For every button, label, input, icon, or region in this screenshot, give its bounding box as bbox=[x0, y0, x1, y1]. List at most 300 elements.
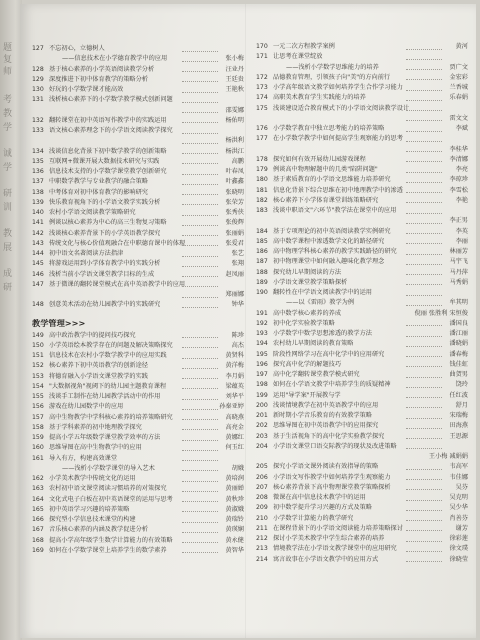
toc-entry bbox=[32, 239, 244, 249]
dot-leader bbox=[406, 233, 442, 234]
entry-page-number: 127 bbox=[32, 45, 44, 52]
entry-title: ——信息技术在小学德育教学中的应用 bbox=[62, 55, 168, 63]
entry-title: 浅谈核心素养背景下的小学英语教学探究 bbox=[49, 229, 161, 237]
spine-char: 师 bbox=[3, 67, 13, 77]
dot-leader bbox=[406, 254, 442, 255]
toc-entry bbox=[32, 229, 244, 239]
entry-page-number: 150 bbox=[32, 341, 44, 349]
entry-author: 黄智华 bbox=[225, 546, 244, 554]
spine-char: 教 bbox=[3, 229, 13, 239]
entry-page-number: 205 bbox=[256, 463, 268, 471]
entry-page-number: 145 bbox=[32, 260, 44, 268]
entry-author: 金宏彩 bbox=[449, 73, 468, 81]
entry-page-number: 167 bbox=[32, 526, 44, 534]
entry-title: 初中数学提升学习兴趣的方式及策略 bbox=[273, 504, 372, 512]
entry-title: "大数据视角"视阈下的幼儿园主题教育课程 bbox=[49, 382, 167, 390]
entry-author: 刘华平 bbox=[225, 393, 244, 400]
entry-author: 黄河 bbox=[455, 43, 468, 50]
toc-entry bbox=[32, 249, 244, 259]
table-of-contents-page bbox=[20, 4, 476, 638]
toc-entry bbox=[32, 484, 244, 494]
entry-title: 基于专项理论的初中英语阅读教学实例研究 bbox=[273, 227, 391, 235]
entry-title: 一元二次方程教学案例 bbox=[273, 43, 335, 50]
entry-title: 探究型小学信息技术课堂的构建 bbox=[49, 516, 136, 523]
dot-leader bbox=[182, 153, 218, 154]
entry-title: 将德育融入小学语文课堂教学的实践 bbox=[49, 372, 148, 380]
entry-page-number: 200 bbox=[256, 401, 268, 409]
toc-entry bbox=[256, 401, 468, 411]
dot-leader bbox=[406, 469, 442, 470]
entry-page-number: 212 bbox=[256, 535, 268, 542]
dot-leader bbox=[182, 245, 218, 246]
toc-entry bbox=[32, 454, 244, 464]
dot-leader bbox=[406, 182, 442, 183]
entry-title: 探究小学语文课外阅读有效指导的策略 bbox=[273, 463, 379, 471]
entry-page-number: 208 bbox=[256, 494, 268, 501]
toc-entry bbox=[256, 339, 468, 349]
entry-title: 翻转课堂在初中英语写作教学中的实践运用 bbox=[49, 116, 167, 124]
spine-char: 教 bbox=[3, 109, 13, 119]
entry-author: 黄洋梅 bbox=[225, 362, 244, 370]
entry-author: 徐晓莹 bbox=[449, 555, 468, 563]
entry-title: 高中政治教学中的提问技巧探究 bbox=[49, 331, 136, 339]
entry-page-number: 204 bbox=[256, 442, 268, 450]
entry-title: 基于学科素养的初中地理教学探究 bbox=[49, 423, 142, 431]
dot-leader bbox=[182, 501, 218, 502]
entry-author: 黄秋珍 bbox=[225, 495, 244, 503]
toc-entry bbox=[256, 391, 468, 401]
dot-leader bbox=[182, 215, 218, 216]
toc-entry bbox=[256, 186, 468, 196]
toc-entry bbox=[256, 227, 468, 237]
entry-author: 张小梅 bbox=[225, 55, 244, 63]
dot-leader bbox=[406, 346, 442, 347]
dot-leader bbox=[406, 356, 442, 357]
entry-title: 音乐核心素养的内涵及教学促进分析 bbox=[49, 526, 148, 534]
toc-entry bbox=[32, 423, 244, 433]
entry-page-number: 185 bbox=[256, 237, 268, 245]
entry-author: 杨洪利 bbox=[225, 137, 244, 145]
entry-page-number: 202 bbox=[256, 422, 268, 430]
toc-entry bbox=[256, 278, 468, 288]
dot-leader bbox=[406, 325, 442, 326]
entry-page-number: 159 bbox=[32, 434, 44, 441]
entry-author: 钟华 bbox=[231, 301, 244, 309]
dot-leader bbox=[182, 429, 218, 430]
toc-entry bbox=[256, 514, 468, 524]
entry-author: 李雪松 bbox=[449, 186, 468, 194]
entry-title: 小学数学中数学思想渗透的教学方法 bbox=[273, 330, 372, 337]
entry-author: 吴少华 bbox=[449, 504, 468, 512]
dot-leader bbox=[406, 551, 442, 552]
entry-title: 探究如何有效开展幼儿园游戏课程 bbox=[273, 155, 366, 163]
dot-leader bbox=[182, 542, 218, 543]
toc-entry bbox=[256, 298, 468, 308]
entry-page-number: 164 bbox=[32, 495, 44, 503]
entry-title: 小学语文课堂教学策略探析 bbox=[273, 278, 348, 286]
entry-page-number: 131 bbox=[32, 96, 44, 104]
toc-entry bbox=[32, 361, 244, 371]
dot-leader bbox=[182, 102, 218, 103]
entry-title: 小学高年级语文教学如何培养学生合作学习能力 bbox=[273, 84, 403, 91]
entry-author: 倪丽 张胜利 宋恒俊 bbox=[414, 309, 468, 317]
dot-leader bbox=[406, 448, 442, 449]
entry-title: 农村小学语文阅读教学策略研究 bbox=[49, 209, 136, 216]
entry-page-number: 194 bbox=[256, 340, 268, 348]
dot-leader bbox=[182, 194, 218, 195]
toc-entry bbox=[256, 483, 468, 493]
book-spine bbox=[0, 0, 22, 640]
dot-leader bbox=[406, 161, 442, 162]
dot-leader bbox=[182, 450, 218, 451]
toc-entry bbox=[32, 177, 244, 187]
dot-leader bbox=[182, 61, 218, 62]
toc-entry bbox=[256, 145, 468, 155]
entry-page-number: 155 bbox=[32, 393, 44, 400]
toc-entry bbox=[32, 464, 244, 474]
entry-title: 提高小学五年级数学课堂教学效率的方法 bbox=[49, 434, 161, 441]
dot-leader bbox=[182, 266, 218, 267]
entry-title: 创意美术活动在幼儿园教学中的实践研究 bbox=[49, 301, 161, 309]
entry-page-number: 148 bbox=[32, 301, 44, 309]
dot-leader bbox=[406, 131, 442, 132]
entry-title: 信息化背景下综合思维在初中地理教学中的渗透 bbox=[273, 186, 403, 194]
entry-title: 浅谈手工制作在幼儿园教学活动中的作用 bbox=[49, 393, 161, 400]
entry-page-number: 166 bbox=[32, 516, 44, 523]
entry-author: 马秀娟 bbox=[449, 278, 468, 286]
entry-title: 文化式电子白板在初中英语课堂的运用与思考 bbox=[49, 495, 173, 503]
spine-char: 研 bbox=[3, 283, 13, 293]
entry-title: 浅析核心素养下的小学数学教学模式创新问题 bbox=[49, 96, 173, 104]
dot-leader bbox=[182, 71, 218, 72]
entry-title: 快乐教育视角下的小学语文教学实践分析 bbox=[49, 198, 161, 206]
entry-author: 徐文璞 bbox=[449, 545, 468, 553]
entry-author: 兰香城 bbox=[449, 84, 468, 91]
toc-entry bbox=[256, 104, 468, 114]
entry-title: 高中数学核心素养的养成 bbox=[273, 309, 342, 317]
entry-author: 黄永健 bbox=[225, 536, 244, 544]
entry-page-number: 192 bbox=[256, 319, 268, 327]
dot-leader bbox=[406, 172, 442, 173]
toc-entry bbox=[256, 196, 468, 206]
entry-author: 潘春梅 bbox=[449, 350, 468, 358]
entry-page-number: 191 bbox=[256, 309, 268, 317]
toc-entry bbox=[32, 116, 244, 126]
entry-page-number: 172 bbox=[256, 73, 268, 81]
entry-author: 潘江丽 bbox=[449, 330, 468, 337]
entry-page-number: 211 bbox=[256, 524, 268, 532]
toc-entry bbox=[32, 495, 244, 505]
toc-entry bbox=[32, 351, 244, 361]
toc-entry bbox=[32, 188, 244, 198]
toc-entry bbox=[256, 63, 468, 73]
entry-title: 小学美术教学中传统文化的运用 bbox=[49, 475, 136, 482]
dot-leader bbox=[182, 481, 218, 482]
entry-title: 寓言故事在小学语文教学中的应用方式 bbox=[273, 555, 379, 563]
dot-leader bbox=[406, 274, 442, 275]
entry-author: 李桂华 bbox=[449, 145, 468, 153]
toc-entry bbox=[256, 432, 468, 442]
dot-leader bbox=[406, 561, 442, 562]
entry-page-number: 136 bbox=[32, 168, 44, 175]
toc-entry bbox=[32, 136, 244, 146]
entry-title: 核心素养下小学体育课堂训练策略研究 bbox=[273, 196, 379, 204]
dot-leader bbox=[182, 399, 218, 400]
entry-title: 传统文化与核心价值观融合在中职德育课中的体现 bbox=[49, 239, 186, 247]
entry-author: 黄娜红 bbox=[225, 434, 244, 441]
entry-page-number: 195 bbox=[256, 350, 268, 358]
section-heading: 教学管理>>> bbox=[32, 317, 86, 328]
toc-entry bbox=[256, 83, 468, 93]
entry-page-number: 207 bbox=[256, 483, 268, 491]
dot-leader bbox=[182, 307, 218, 308]
toc-entry bbox=[256, 350, 468, 360]
entry-author: 张爱君 bbox=[225, 239, 244, 247]
entry-author: 张艺 bbox=[231, 250, 244, 257]
entry-title: 如何在小学语文教学中培养学生的质疑精神 bbox=[273, 381, 391, 389]
entry-title: 核心素养下初中英语教学的创新途径 bbox=[49, 362, 148, 370]
toc-entry bbox=[256, 555, 468, 565]
entry-author: 张秀侠 bbox=[225, 209, 244, 216]
dot-leader bbox=[406, 387, 442, 388]
toc-entry bbox=[256, 124, 468, 134]
toc-entry bbox=[32, 382, 244, 392]
toc-entry bbox=[32, 259, 244, 269]
toc-entry bbox=[256, 247, 468, 257]
toc-entry bbox=[256, 134, 468, 144]
entry-title: 探讨小学美术教学中学生综合素养的培养 bbox=[273, 535, 385, 542]
entry-title: 基于素质教育的小学语文思维能力培养研究 bbox=[273, 176, 391, 184]
toc-entry bbox=[256, 370, 468, 380]
entry-page-number: 181 bbox=[256, 186, 268, 194]
dot-leader bbox=[182, 122, 218, 123]
dot-leader bbox=[406, 479, 442, 480]
entry-author: 杨洪江 bbox=[225, 147, 244, 155]
dot-leader bbox=[406, 223, 442, 224]
dot-leader bbox=[182, 532, 218, 533]
toc-entry bbox=[256, 52, 468, 62]
toc-entry bbox=[32, 443, 244, 453]
entry-page-number: 146 bbox=[32, 270, 44, 278]
entry-page-number: 151 bbox=[32, 352, 44, 359]
toc-entry bbox=[32, 198, 244, 208]
spine-char: 学 bbox=[3, 123, 13, 133]
dot-leader bbox=[182, 225, 218, 226]
entry-page-number: 206 bbox=[256, 473, 268, 481]
entry-author: 李月娟 bbox=[225, 372, 244, 380]
entry-title: 基于核心素养的小学英语阅读教学分析 bbox=[49, 65, 155, 73]
entry-page-number: 179 bbox=[256, 166, 268, 173]
dot-leader bbox=[182, 511, 218, 512]
entry-title: 小学数学教育中独立思考能力的培养策略 bbox=[273, 125, 385, 132]
entry-page-number: 130 bbox=[32, 86, 44, 93]
dot-leader bbox=[406, 428, 442, 429]
dot-leader bbox=[406, 305, 442, 306]
dot-leader bbox=[182, 184, 218, 185]
entry-page-number: 134 bbox=[32, 147, 44, 155]
toc-entry bbox=[256, 206, 468, 216]
entry-page-number: 169 bbox=[32, 546, 44, 554]
entry-title: 阶段性网络学习在高中化学中的应用研究 bbox=[273, 350, 385, 358]
spine-char: 展 bbox=[3, 243, 13, 253]
toc-entry bbox=[32, 331, 244, 341]
entry-page-number: 129 bbox=[32, 75, 44, 83]
entry-author: 孙秦亚婷 bbox=[219, 403, 244, 411]
entry-author: 雷文文 bbox=[449, 114, 468, 122]
toc-entry bbox=[256, 288, 468, 298]
dot-leader bbox=[406, 243, 442, 244]
entry-author: 田海燕 bbox=[449, 422, 468, 430]
entry-author: 王艳秋 bbox=[225, 86, 244, 93]
entry-page-number: 141 bbox=[32, 219, 44, 227]
dot-leader bbox=[406, 377, 442, 378]
toc-entry bbox=[32, 75, 244, 85]
entry-title: 浅谈信息化背景下初中数学教学的创新策略 bbox=[49, 147, 167, 155]
entry-author: 黄淑娥 bbox=[225, 505, 244, 513]
entry-author: 贾广文 bbox=[449, 63, 468, 71]
entry-author: 潘晓娟 bbox=[449, 340, 468, 348]
dot-leader bbox=[406, 151, 442, 152]
toc-entry bbox=[32, 147, 244, 157]
toc-entry bbox=[256, 380, 468, 390]
entry-author: 王思源 bbox=[449, 432, 468, 440]
entry-title: 高中物理学科核心素养的教学实践路径的研究 bbox=[273, 248, 397, 255]
entry-title: 思维导图在初中英语教学中的应用探究 bbox=[273, 422, 379, 430]
entry-title: 在课程背景下的小学语文阅读能力培养策略探讨 bbox=[273, 524, 403, 532]
entry-title: 信息技术支持的小学数学课堂教学创新研究 bbox=[49, 168, 167, 175]
entry-page-number: 190 bbox=[256, 289, 268, 296]
entry-page-number: 201 bbox=[256, 412, 268, 419]
entry-page-number: 209 bbox=[256, 504, 268, 512]
toc-entry bbox=[256, 155, 468, 165]
dot-leader bbox=[182, 92, 218, 93]
toc-entry bbox=[256, 73, 468, 83]
entry-title: 例谈高中物理解题中的几类"陷阱问题" bbox=[273, 166, 378, 173]
entry-page-number: 197 bbox=[256, 371, 268, 378]
dot-leader bbox=[182, 491, 218, 492]
entry-page-number: 138 bbox=[32, 188, 44, 196]
entry-title: 如何在小学数学课堂上培养学生的数学素养 bbox=[49, 546, 167, 554]
entry-author: 李亮 bbox=[455, 166, 468, 173]
entry-page-number: 139 bbox=[32, 198, 44, 206]
entry-page-number: 133 bbox=[32, 127, 44, 134]
spine-char: 复 bbox=[3, 55, 13, 65]
dot-leader bbox=[406, 489, 442, 490]
toc-entry bbox=[256, 473, 468, 483]
entry-page-number: 153 bbox=[32, 372, 44, 380]
toc-entry bbox=[256, 452, 468, 462]
entry-title: 深度推进下初中体育教学的策略分析 bbox=[49, 75, 148, 83]
spine-char: 研 bbox=[3, 189, 13, 199]
dot-leader bbox=[406, 336, 442, 337]
entry-page-number: 140 bbox=[32, 209, 44, 216]
dot-leader bbox=[406, 438, 442, 439]
entry-page-number: 196 bbox=[256, 360, 268, 368]
dot-leader bbox=[182, 358, 218, 359]
entry-title: 翻转性在中学语文阅读教学中的运用 bbox=[273, 289, 372, 296]
entry-title: 小学语文写作教学中如何培养学生观察能力 bbox=[273, 473, 391, 481]
entry-page-number: 193 bbox=[256, 330, 268, 337]
entry-author: 宋瑞梅 bbox=[449, 412, 468, 419]
entry-author: 李艳 bbox=[455, 196, 468, 204]
entry-title: 导入有方，构建高效课堂 bbox=[49, 454, 118, 462]
entry-author: 黄瑞铃 bbox=[225, 516, 244, 523]
toc-entry bbox=[256, 421, 468, 431]
entry-author: 叶鑫鑫 bbox=[225, 178, 244, 186]
entry-author: 李清娜 bbox=[449, 155, 468, 163]
dot-leader bbox=[406, 295, 442, 296]
entry-title: 游戏在幼儿园数学中的应用 bbox=[49, 403, 124, 411]
entry-title: 浅谈中职语文"六环节"教学法在课堂中的应用 bbox=[273, 207, 397, 214]
entry-title: 例谈以核心素养为中心的高三生物复习策略 bbox=[49, 219, 167, 227]
entry-author: 徐彩莲 bbox=[449, 535, 468, 542]
dot-leader bbox=[406, 520, 442, 521]
entry-page-number: 203 bbox=[256, 432, 268, 440]
toc-entry bbox=[32, 546, 244, 556]
entry-title: 互联网+微课开展大数据技术研究与实践 bbox=[49, 157, 160, 165]
entry-title: 高中数学课程中渗透数学文化的路径研究 bbox=[273, 237, 385, 245]
toc-entry bbox=[32, 402, 244, 412]
entry-title: 运用"导学案"开展教与学 bbox=[273, 391, 341, 399]
entry-page-number: 135 bbox=[32, 157, 44, 165]
dot-leader bbox=[182, 337, 218, 338]
entry-title: 高中化学翻转课堂教学模式研究 bbox=[273, 371, 360, 378]
entry-page-number: 171 bbox=[256, 53, 268, 61]
entry-page-number: 162 bbox=[32, 475, 44, 482]
dot-leader bbox=[182, 143, 218, 144]
entry-title: 基于生活视角下的高中化学实验教学探究 bbox=[273, 432, 385, 440]
entry-author: 何玉红 bbox=[225, 444, 244, 452]
entry-author: 吴克明 bbox=[449, 494, 468, 501]
toc-entry bbox=[256, 534, 468, 544]
entry-title: 基于微课的翻转课堂模式在高中英语教学中的应用 bbox=[49, 280, 186, 288]
dot-leader bbox=[182, 368, 218, 369]
entry-title: 将游戏运用到小学体育教学中的实践分析 bbox=[49, 260, 161, 268]
toc-entry bbox=[32, 157, 244, 167]
toc-entry bbox=[256, 524, 468, 534]
entry-page-number: 147 bbox=[32, 280, 44, 288]
entry-title: 初中英语学习兴趣的培养策略 bbox=[49, 505, 130, 513]
dot-leader bbox=[406, 59, 442, 60]
dot-leader bbox=[182, 256, 218, 257]
toc-entry bbox=[32, 525, 244, 535]
entry-author: 马宇飞 bbox=[449, 258, 468, 266]
entry-page-number: 154 bbox=[32, 382, 44, 390]
entry-page-number: 210 bbox=[256, 514, 268, 522]
entry-author: 马丹萍 bbox=[449, 268, 468, 276]
entry-author: 陈珍 bbox=[231, 331, 244, 339]
toc-entry bbox=[256, 442, 468, 452]
toc-entry bbox=[256, 257, 468, 267]
entry-title: 浅谈建设适合教育模式下的小学语文阅读教学设计 bbox=[273, 104, 410, 112]
entry-page-number: 149 bbox=[32, 331, 44, 339]
entry-author: 汪业丹 bbox=[225, 65, 244, 73]
dot-leader bbox=[406, 202, 442, 203]
spine-char: 题 bbox=[3, 43, 13, 53]
entry-title: 情境教学法在小学语文教学课堂中的应用研究 bbox=[273, 545, 397, 553]
entry-author: 李英 bbox=[455, 227, 468, 235]
dot-leader bbox=[406, 407, 442, 408]
dot-leader bbox=[182, 378, 218, 379]
spine-char: 训 bbox=[3, 203, 13, 213]
dot-leader bbox=[406, 541, 442, 542]
toc-entry bbox=[256, 114, 468, 124]
entry-page-number: 160 bbox=[32, 444, 44, 452]
entry-author: 钱佳虹 bbox=[449, 360, 468, 368]
entry-author: 李琼珍 bbox=[449, 176, 468, 184]
toc-entry bbox=[256, 237, 468, 247]
toc-entry bbox=[32, 433, 244, 443]
